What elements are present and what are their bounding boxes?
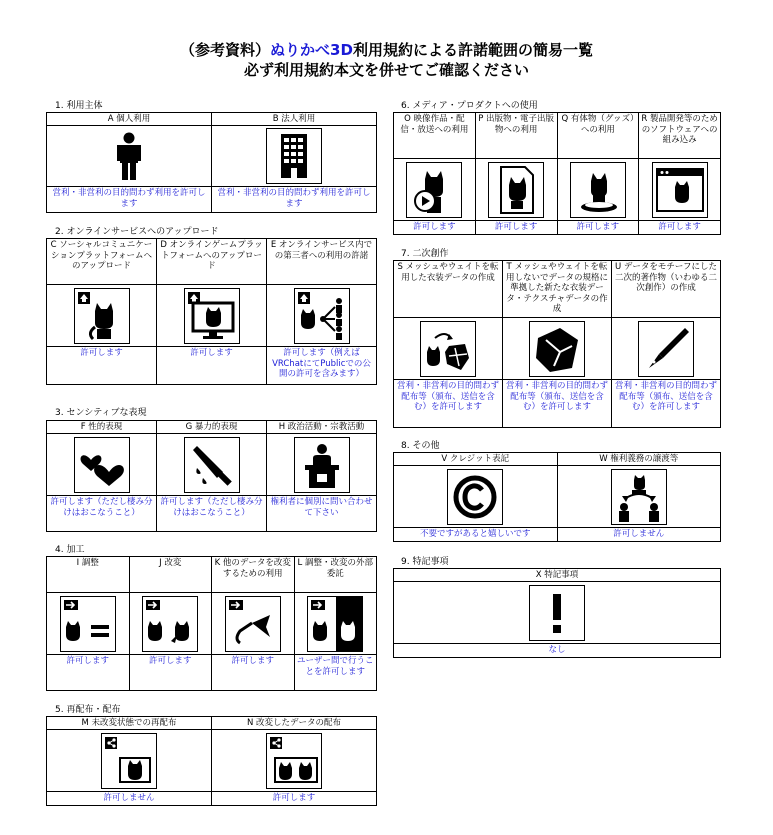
col-head: W 権利義務の譲渡等 [558, 453, 722, 466]
col-head: F 性的表現 [47, 421, 157, 434]
col-head: J 改変 [130, 557, 213, 593]
col-head: V クレジット表記 [394, 453, 558, 466]
ribbon-icon [225, 596, 281, 652]
col-head: M 未改変状態での再配布 [47, 717, 212, 730]
section-label-9: 9. 特記事項 [401, 557, 449, 567]
col-foot: 営利・非営利の目的問わず配布等（頒布、送信を含む）を許可します [612, 380, 721, 428]
upload-monitor-icon [184, 288, 240, 344]
col-foot: 許可します（ただし棲み分けはおこなうこと） [157, 496, 267, 532]
col-head: S メッシュやウェイトを転用した衣装データの作成 [394, 261, 503, 318]
page-subtitle: 必ず利用規約本文を併せてご確認ください [243, 61, 529, 79]
col-icon-cell [47, 126, 212, 187]
col-foot: 許可します [476, 221, 558, 235]
video-icon [406, 162, 462, 218]
section-label-8: 8. その他 [401, 441, 440, 451]
section-2-table [46, 238, 377, 385]
section-label-6: 6. メディア・プロダクトへの使用 [401, 101, 538, 111]
col-foot: 許可しません [47, 792, 212, 806]
col-head: X 特記事項 [394, 569, 721, 582]
col-foot: 許可します [47, 655, 130, 691]
col-head: U データをモチーフにした二次的著作物（いわゆる二次創作）の作成 [612, 261, 721, 318]
col-foot: 許可します [212, 792, 377, 806]
section-label-7: 7. 二次創作 [401, 249, 449, 259]
col-foot: 許可します（ただし棲み分けはおこなうこと） [47, 496, 157, 532]
col-foot: 営利・非営利の目的問わず利用を許可します [47, 187, 212, 213]
section-5-table [46, 716, 377, 806]
page-title [0, 40, 773, 60]
col-head: T メッシュやウェイトを転用しないでデータの規格に準拠した新たな衣装データ・テクスチャデータの作成 [503, 261, 612, 318]
col-head: R 製品開発等のためのソフトウェアへの組み込み [639, 113, 721, 159]
col-head: C ソーシャルコミュニケーションプラットフォームへのアップロード [47, 239, 157, 285]
building-icon [266, 128, 322, 184]
section-label-4: 4. 加工 [55, 545, 85, 555]
col-foot: 許可します [394, 221, 476, 235]
col-head: H 政治活動・宗教活動 [267, 421, 377, 434]
person-icon [109, 131, 149, 181]
podium-icon [294, 437, 350, 493]
section-label-3: 3. センシティブな表現 [55, 408, 147, 418]
title-suffix: 利用規約による許諾範囲の簡易一覧 [352, 41, 593, 59]
col-foot: ユーザー間で行うことを許可します [295, 655, 378, 691]
title-product: ぬりかべ3D [270, 41, 353, 59]
distribute-modified-icon [266, 733, 322, 789]
title-prefix: （参考資料） [180, 41, 271, 59]
col-head: E オンラインサービス内での第三者への利用の許諾 [267, 239, 377, 285]
col-head: L 調整・改変の外部委託 [295, 557, 378, 593]
col-head: Q 有体物（グッズ）への利用 [558, 113, 640, 159]
col-foot: なし [394, 644, 721, 658]
col-foot: 許可します [558, 221, 640, 235]
share-people-icon [294, 288, 350, 344]
col-head: P 出版物・電子出版物への利用 [476, 113, 558, 159]
exclamation-icon [529, 585, 585, 641]
hearts-icon [74, 437, 130, 493]
col-foot: 許可します [212, 655, 295, 691]
section-label-1: 1. 利用主体 [55, 101, 103, 111]
modify-icon [142, 596, 198, 652]
col-head: B 法人利用 [212, 113, 377, 126]
section-7-table [393, 260, 721, 428]
section-label-2: 2. オンラインサービスへのアップロード [55, 227, 219, 237]
section-8-table [393, 452, 721, 542]
copyright-icon [447, 469, 503, 525]
col-icon-cell [212, 126, 377, 187]
pen-icon [638, 321, 694, 377]
section-3-table [46, 420, 377, 532]
col-head: G 暴力的表現 [157, 421, 267, 434]
knife-icon [184, 437, 240, 493]
outsource-icon [307, 596, 363, 652]
col-foot: 許可します [639, 221, 721, 235]
col-foot: 営利・非営利の目的問わず利用を許可します [212, 187, 377, 213]
section-label-5: 5. 再配布・配布 [55, 705, 121, 715]
section-9-table [393, 568, 721, 658]
section-6-table [393, 112, 721, 235]
goods-icon [570, 162, 626, 218]
adjust-icon [60, 596, 116, 652]
mesh-icon [420, 321, 476, 377]
col-head: A 個人利用 [47, 113, 212, 126]
col-head: I 調整 [47, 557, 130, 593]
col-head: K 他のデータを改変するための利用 [212, 557, 295, 593]
col-foot: 許可しません [558, 528, 722, 542]
col-head: N 改変したデータの配布 [212, 717, 377, 730]
section-4-table [46, 556, 377, 691]
col-head: D オンラインゲームプラットフォームへのアップロード [157, 239, 267, 285]
section-1-table [46, 112, 377, 213]
software-icon [652, 162, 708, 218]
col-foot: 許可します（例えばVRChatにてPublicでの公開の許可を含みます） [267, 347, 377, 385]
publication-icon [488, 162, 544, 218]
redistribute-icon [101, 733, 157, 789]
col-foot: 営利・非営利の目的問わず配布等（頒布、送信を含む）を許可します [394, 380, 503, 428]
upload-cat-icon [74, 288, 130, 344]
col-foot: 許可します [157, 347, 267, 385]
col-foot: 許可します [47, 347, 157, 385]
col-foot: 許可します [130, 655, 213, 691]
col-foot: 営利・非営利の目的問わず配布等（頒布、送信を含む）を許可します [503, 380, 612, 428]
cloth-icon [529, 321, 585, 377]
col-foot: 不要ですがあると嬉しいです [394, 528, 558, 542]
transfer-icon [611, 469, 667, 525]
col-head: O 映像作品・配信・放送への利用 [394, 113, 476, 159]
col-foot: 権利者に個別に問い合わせて下さい [267, 496, 377, 532]
